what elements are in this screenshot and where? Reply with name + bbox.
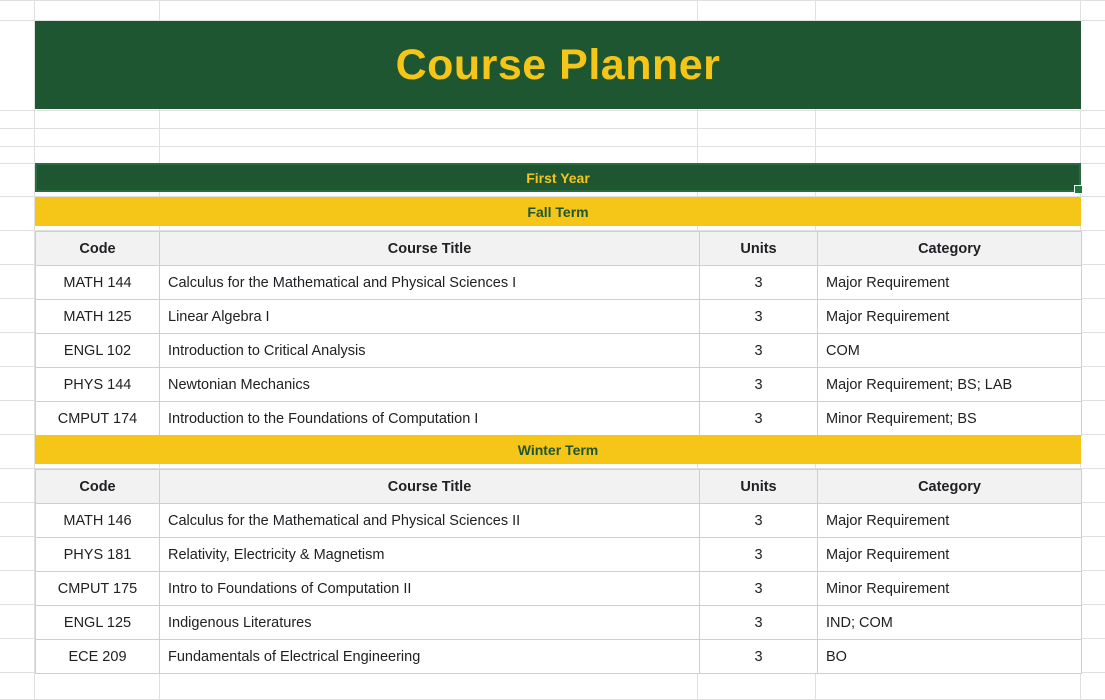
cell-course-title: Linear Algebra I — [160, 300, 700, 334]
page-title-banner — [35, 21, 1081, 109]
table-row — [36, 504, 1082, 538]
cell-code: ENGL 102 — [36, 334, 160, 368]
cell-course-title: Intro to Foundations of Computation II — [160, 572, 700, 606]
column-header-code: Code — [36, 232, 160, 266]
cell-code: CMPUT 174 — [36, 402, 160, 436]
cell-category: Minor Requirement; BS — [818, 402, 1082, 436]
column-header-course-title: Course Title — [160, 232, 700, 266]
cell-code: CMPUT 175 — [36, 572, 160, 606]
cell-course-title: Calculus for the Mathematical and Physical Sciences II — [160, 504, 700, 538]
column-header-code: Code — [36, 470, 160, 504]
cell-category: Major Requirement — [818, 266, 1082, 300]
cell-units: 3 — [700, 266, 818, 300]
cell-units: 3 — [700, 334, 818, 368]
cell-category: IND; COM — [818, 606, 1082, 640]
cell-category: Major Requirement — [818, 538, 1082, 572]
cell-code: ECE 209 — [36, 640, 160, 674]
cell-course-title: Calculus for the Mathematical and Physical Sciences I — [160, 266, 700, 300]
cell-course-title: Indigenous Literatures — [160, 606, 700, 640]
grid-line-horizontal — [0, 110, 1105, 111]
term-header-winter: Winter Term — [35, 435, 1081, 464]
cell-units: 3 — [700, 606, 818, 640]
cell-category: Minor Requirement — [818, 572, 1082, 606]
cell-units: 3 — [700, 640, 818, 674]
cell-code: PHYS 144 — [36, 368, 160, 402]
column-header-category: Category — [818, 232, 1082, 266]
column-header-units: Units — [700, 470, 818, 504]
table-row — [36, 640, 1082, 674]
grid-line-horizontal — [0, 146, 1105, 147]
cell-code: ENGL 125 — [36, 606, 160, 640]
year-header: First Year — [35, 163, 1081, 192]
cell-course-title: Introduction to Critical Analysis — [160, 334, 700, 368]
cell-code: MATH 125 — [36, 300, 160, 334]
cell-units: 3 — [700, 504, 818, 538]
table-row — [36, 300, 1082, 334]
cell-course-title: Fundamentals of Electrical Engineering — [160, 640, 700, 674]
winter-term-table — [35, 469, 1082, 674]
table-row — [36, 334, 1082, 368]
cell-units: 3 — [700, 368, 818, 402]
table-row — [36, 572, 1082, 606]
column-header-course-title: Course Title — [160, 470, 700, 504]
table-row — [36, 606, 1082, 640]
cell-units: 3 — [700, 300, 818, 334]
table-row — [36, 402, 1082, 436]
cell-category: BO — [818, 640, 1082, 674]
table-row — [36, 266, 1082, 300]
page-title: Course Planner — [395, 40, 721, 89]
cell-course-title: Newtonian Mechanics — [160, 368, 700, 402]
cell-units: 3 — [700, 538, 818, 572]
table-header-row — [36, 232, 1082, 266]
cell-course-title: Relativity, Electricity & Magnetism — [160, 538, 700, 572]
table-header-row — [36, 470, 1082, 504]
column-header-units: Units — [700, 232, 818, 266]
table-row — [36, 368, 1082, 402]
cell-code: PHYS 181 — [36, 538, 160, 572]
cell-code: MATH 144 — [36, 266, 160, 300]
grid-line-horizontal — [0, 0, 1105, 1]
grid-line-horizontal — [0, 128, 1105, 129]
column-header-category: Category — [818, 470, 1082, 504]
cell-category: Major Requirement — [818, 504, 1082, 538]
table-row — [36, 538, 1082, 572]
cell-course-title: Introduction to the Foundations of Computation I — [160, 402, 700, 436]
cell-units: 3 — [700, 572, 818, 606]
cell-category: Major Requirement; BS; LAB — [818, 368, 1082, 402]
cell-units: 3 — [700, 402, 818, 436]
cell-code: MATH 146 — [36, 504, 160, 538]
cell-category: Major Requirement — [818, 300, 1082, 334]
fall-term-table — [35, 231, 1082, 436]
cell-category: COM — [818, 334, 1082, 368]
term-header-fall: Fall Term — [35, 197, 1081, 226]
